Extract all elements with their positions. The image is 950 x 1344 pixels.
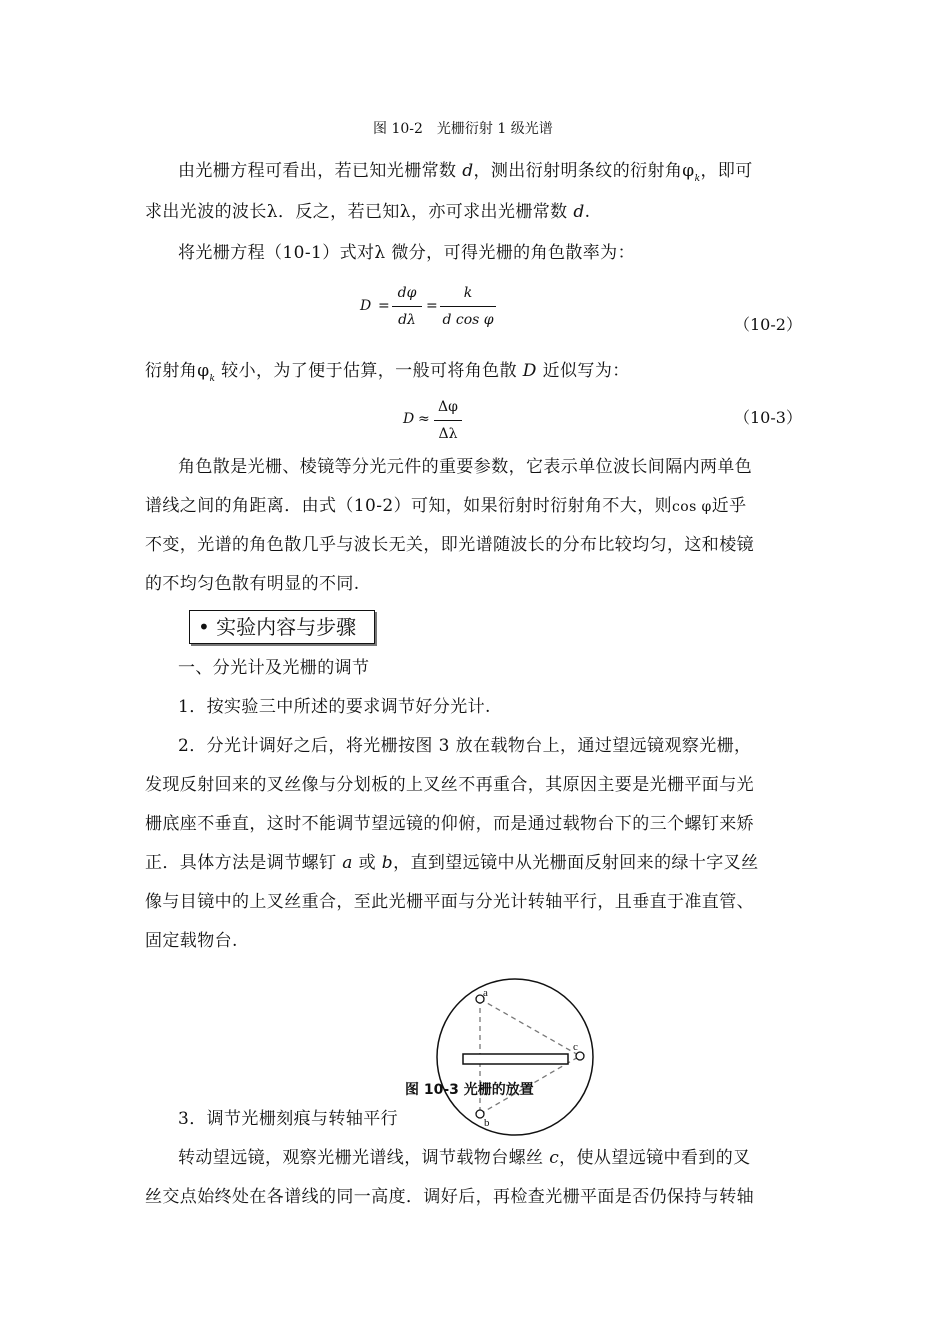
eq-numerator-2: k (463, 285, 473, 301)
step-2-line-3: 栅底座不垂直，这时不能调节望远镜的仰俯，而是通过载物台下的三个螺钉来矫 (145, 814, 754, 834)
eq-numerator: Δφ (438, 399, 458, 415)
eq-denominator-2: d cos φ (442, 312, 494, 328)
sub-heading-1: 一、分光计及光栅的调节 (178, 658, 370, 678)
label-b: b (484, 1117, 490, 1129)
eq-lhs-D: D (360, 298, 372, 314)
cos-phi: cos φ (672, 499, 712, 515)
text: 或 (352, 853, 382, 873)
step-2-line-2: 发现反射回来的叉丝像与分划板的上叉丝不再重合，其原因主要是光栅平面与光 (145, 775, 754, 795)
step-2-line-1: 2．分光计调好之后，将光栅按图 3 放在载物台上，通过望远镜观察光栅， (178, 736, 752, 756)
label-c: c (573, 1041, 578, 1053)
text: ，使从望远镜中看到的叉 (559, 1148, 751, 1168)
paragraph-2: 将光栅方程（10-1）式对λ 微分，可得光栅的角色散率为： (178, 243, 635, 263)
var-d: d (462, 161, 474, 181)
eq-denominator: Δλ (438, 426, 458, 442)
paragraph-1-line-2 (145, 201, 590, 223)
paragraph-5-line-2: 丝交点始终处在各谱线的同一高度．调好后，再检查光栅平面是否仍保持与转轴 (145, 1187, 754, 1207)
figure-10-3-caption: 图 10-3 光栅的放置 (405, 1082, 534, 1098)
figure-10-2-caption: 图 10-2 光栅衍射 1 级光谱 (373, 121, 553, 137)
paragraph-4-line-3: 不变，光谱的角色散几乎与波长无关，即光谱随波长的分布比较均匀，这和棱镜 (145, 535, 754, 555)
text: . (584, 202, 591, 222)
text: 求出光波的波长λ．反之，若已知λ，亦可求出光栅常数 (145, 202, 574, 222)
text: 谱线之间的角距离．由式（10-2）可知，如果衍射时衍射角不大，则 (145, 496, 672, 516)
text: 转动望远镜，观察光栅光谱线，调节载物台螺丝 (178, 1148, 550, 1168)
eq-denominator-1: dλ (398, 312, 416, 328)
step-2-line-4 (145, 852, 758, 874)
var-a: a (342, 853, 353, 873)
text: 正．具体方法是调节螺钉 (145, 853, 343, 873)
fraction-bar (392, 306, 422, 307)
text: 由光栅方程可看出，若已知光栅常数 (178, 161, 463, 181)
figure-10-3-diagram (430, 972, 610, 1142)
label-a: a (483, 987, 488, 999)
screw-b (476, 1110, 484, 1118)
eq-equals: = (378, 298, 390, 314)
eq-number-10-3: （10-3） (734, 408, 802, 427)
paragraph-5-line-1 (178, 1147, 751, 1169)
screw-c (576, 1052, 584, 1060)
eq-numerator-1: dφ (397, 285, 417, 301)
var-d: d (573, 202, 585, 222)
subscript-k: k (209, 374, 216, 384)
text: 衍射角φ (145, 361, 210, 381)
paragraph-3 (145, 360, 630, 390)
var-b: b (381, 853, 394, 873)
paragraph-4-line-1: 角色散是光栅、棱镜等分光元件的重要参数，它表示单位波长间隔内两单色 (178, 457, 753, 477)
step-1: 1．按实验三中所述的要求调节好分光计. (178, 697, 491, 717)
text: ，直到望远镜中从光栅面反射回来的绿十字叉丝 (393, 853, 759, 873)
step-2-line-6: 固定载物台. (145, 931, 238, 951)
text: 近似写为： (536, 361, 630, 381)
var-c: c (549, 1148, 560, 1168)
fraction-bar (440, 306, 496, 307)
dashed-line-a-c (480, 999, 580, 1056)
fraction-bar (434, 420, 462, 421)
text: ，测出衍射明条纹的衍射角φ (473, 161, 695, 181)
paragraph-4-line-2 (145, 495, 747, 518)
subscript-k: k (694, 174, 701, 184)
grating-bar (463, 1054, 568, 1064)
paragraph-4-line-4: 的不均匀色散有明显的不同. (145, 574, 360, 594)
section-heading: • 实验内容与步骤 (189, 610, 375, 644)
eq-number-10-2: （10-2） (734, 315, 802, 334)
eq-lhs-D: D (403, 411, 415, 427)
text: 较小，为了便于估算，一般可将角色散 (215, 361, 523, 381)
eq-approx: ≈ (418, 411, 430, 427)
var-D: D (522, 361, 537, 381)
eq-equals: = (426, 298, 438, 314)
text: ，即可 (700, 161, 753, 181)
step-2-line-5: 像与目镜中的上叉丝重合，至此光栅平面与分光计转轴平行，且垂直于准直管、 (145, 892, 754, 912)
text: 近乎 (711, 496, 747, 516)
paragraph-1-line-1 (178, 160, 753, 190)
step-3: 3．调节光栅刻痕与转轴平行 (178, 1109, 399, 1129)
